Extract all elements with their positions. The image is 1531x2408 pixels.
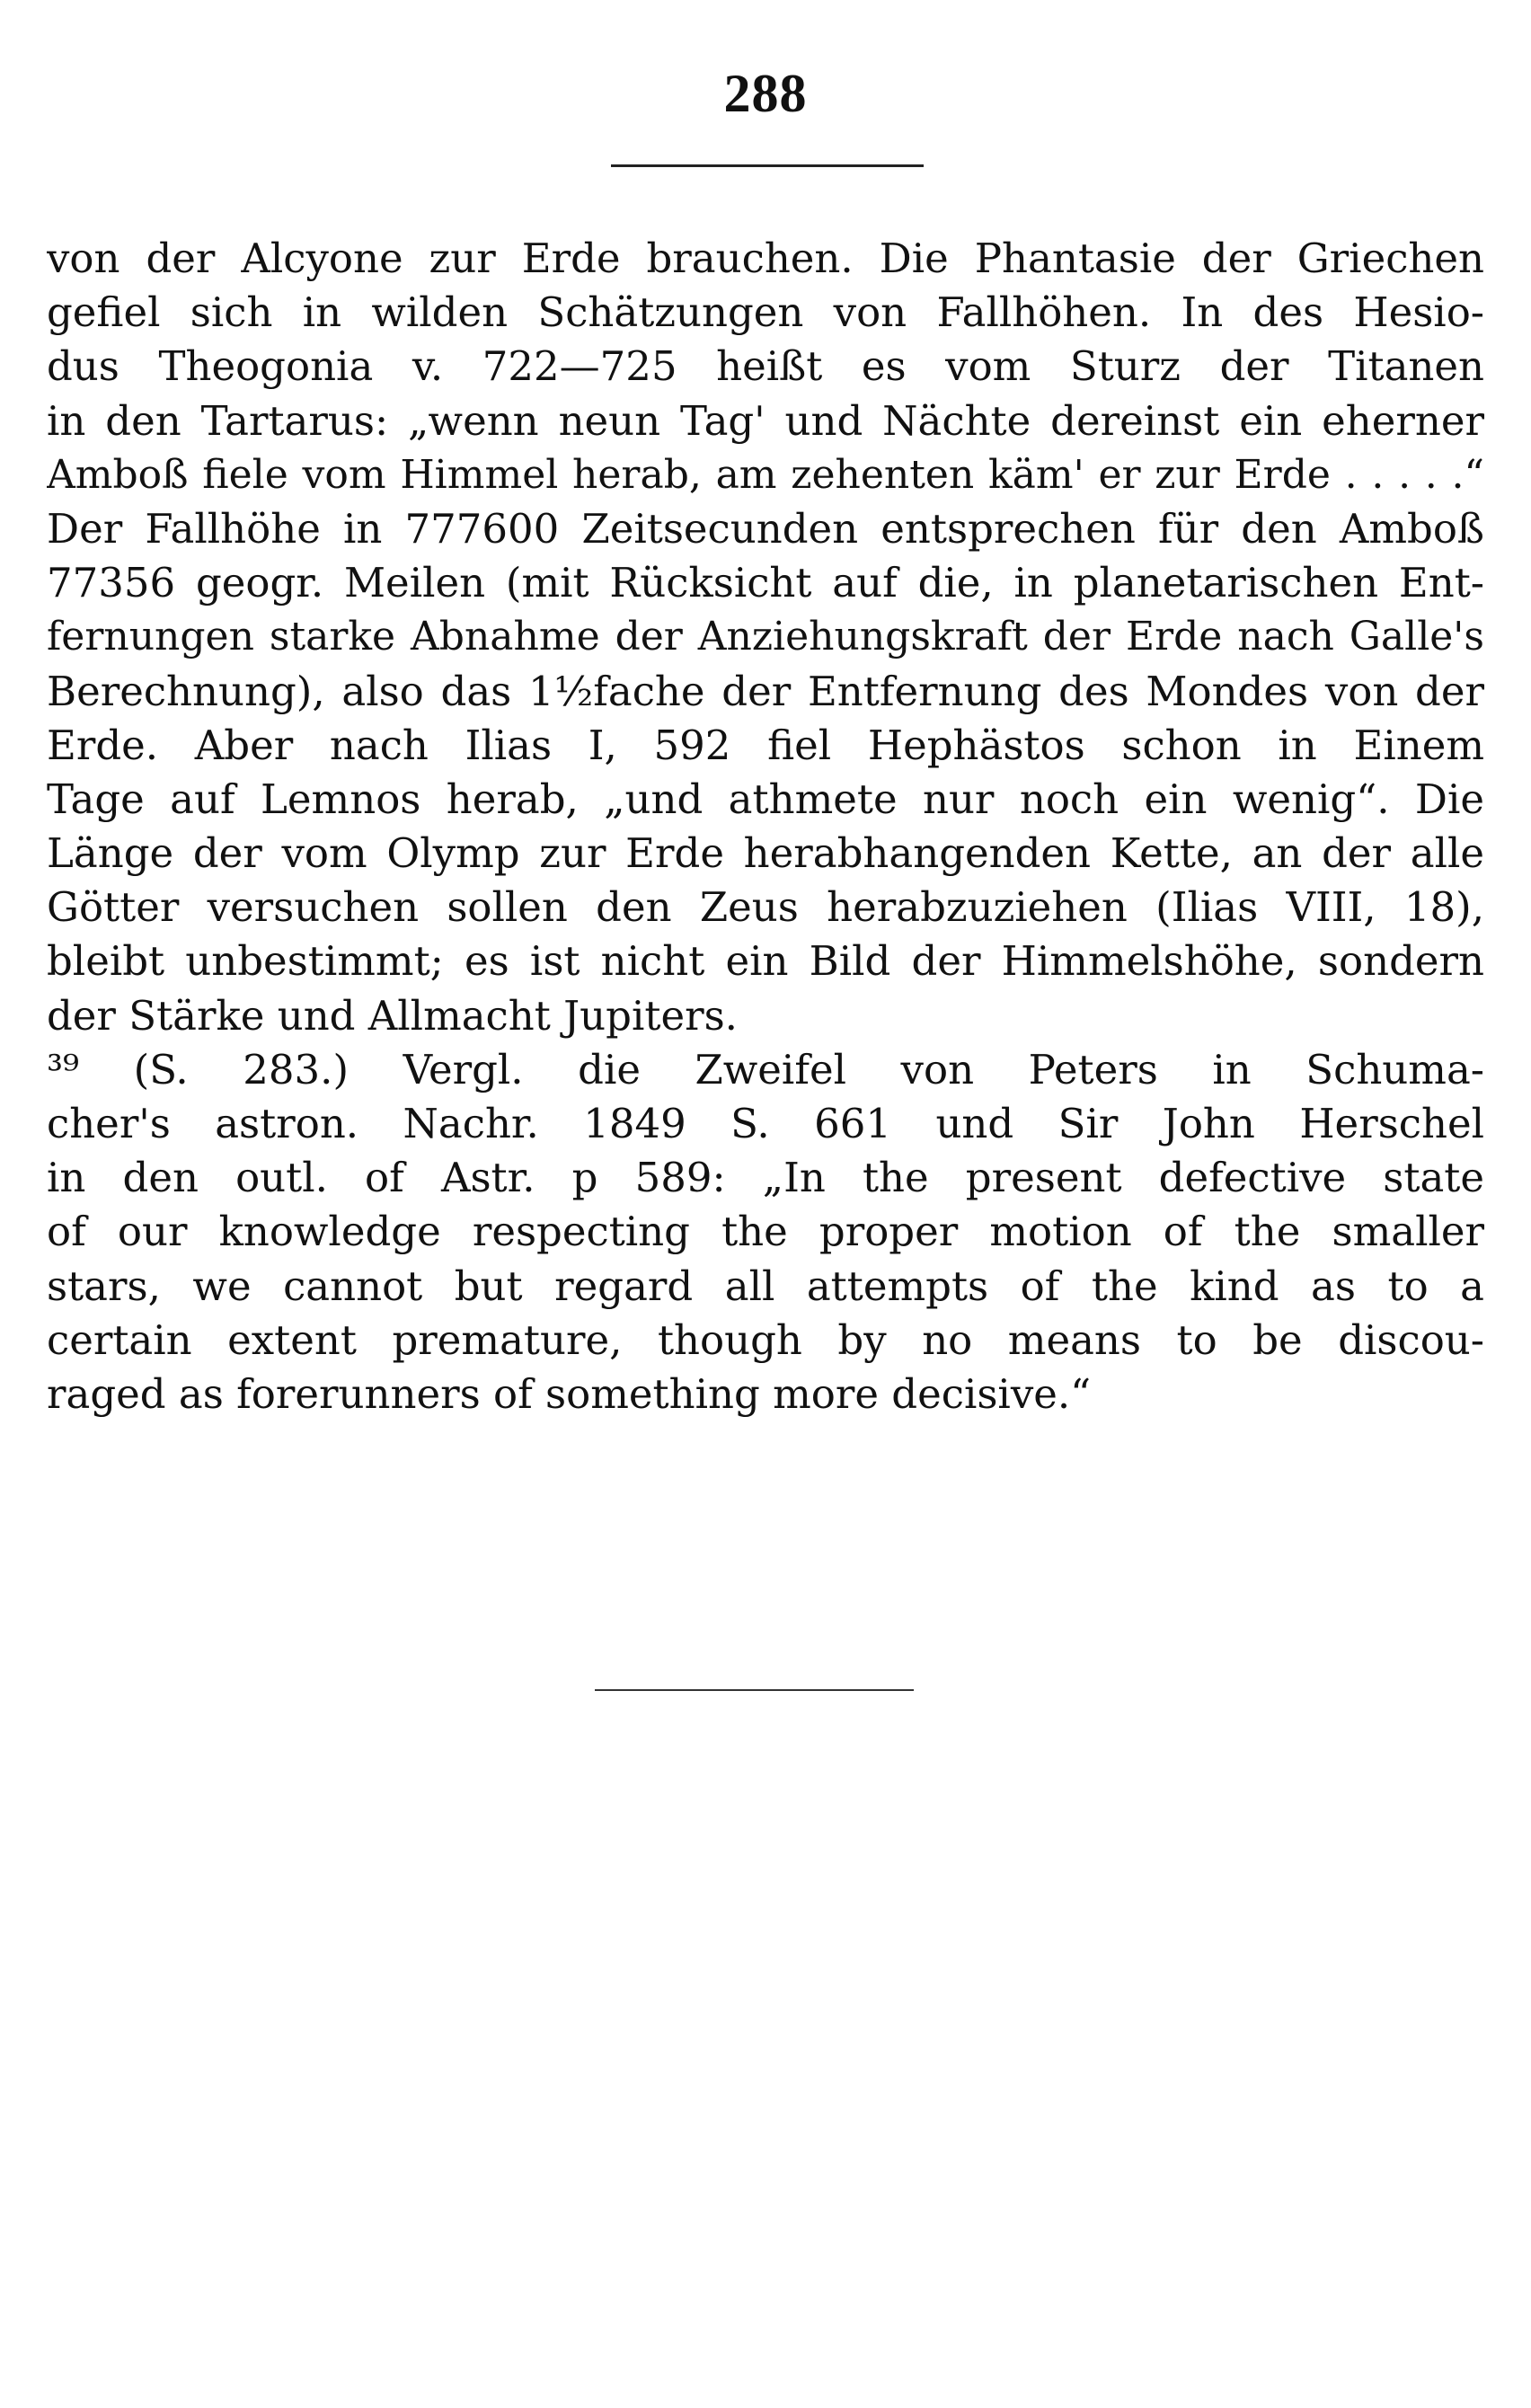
footnote-line: raged as forerunners of something more decisive.“ — [47, 1369, 1092, 1418]
text-line: Der Fallhöhe in 777600 Zeitsecunden entsprechen für den Amboß — [47, 504, 1484, 553]
text-line: gefiel sich in wilden Schätzungen von Fallhöhen. In des Hesio- — [47, 288, 1484, 337]
text-line: von der Alcyone zur Erde brauchen. Die Phantasie der Griechen — [47, 235, 1484, 282]
text-line: dus Theogonia v. 722—725 heißt es vom Sturz der Titanen — [47, 342, 1484, 391]
footnote-line: in den outl. of Astr. p 589: „In the present defective state — [47, 1154, 1484, 1202]
page-body — [47, 232, 1484, 1421]
text-line: Tage auf Lemnos herab, „und athmete nur noch ein wenig“. Die — [47, 775, 1484, 823]
footnote-line: stars, we cannot but regard all attempts of the kind as to a — [47, 1262, 1484, 1310]
footer-rule — [595, 1689, 914, 1691]
footnote-line: ³⁹ (S. 283.) Vergl. die Zweifel von Peters in Schuma- — [47, 1045, 1484, 1093]
text-line: fernungen starke Abnahme der Anziehungskraft der Erde nach Galle's — [47, 614, 1484, 660]
text-line: bleibt unbestimmt; es ist nicht ein Bild der Himmelshöhe, sondern — [47, 937, 1484, 986]
text-line: in den Tartarus: „wenn neun Tag' und Nächte dereinst ein eherner — [47, 396, 1484, 445]
footnote-line: certain extent premature, though by no means to be discou- — [47, 1315, 1484, 1364]
text-line: Länge der vom Olymp zur Erde herabhangenden Kette, an der alle — [47, 829, 1484, 878]
text-line: Berechnung), also das 1½fache der Entfernung des Mondes von der — [47, 667, 1484, 715]
text-line: Erde. Aber nach Ilias I, 592 fiel Hephästos schon in Einem — [47, 721, 1484, 769]
footnote-line: of our knowledge respecting the proper motion of the smaller — [47, 1208, 1484, 1256]
text-line: Götter versuchen sollen den Zeus herabzuziehen (Ilias VIII, 18), — [47, 883, 1484, 932]
text-line: der Stärke und Allmacht Jupiters. — [47, 991, 738, 1040]
text-line: Amboß fiele vom Himmel herab, am zehenten käm' er zur Erde . . . . .“ — [47, 451, 1484, 498]
footnote-line: cher's astron. Nachr. 1849 S. 661 und Sir John Herschel — [47, 1100, 1484, 1147]
text-line: 77356 geogr. Meilen (mit Rücksicht auf die, in planetarischen Ent- — [47, 559, 1484, 607]
header-rule — [611, 164, 924, 167]
page-number: 288 — [723, 64, 808, 123]
